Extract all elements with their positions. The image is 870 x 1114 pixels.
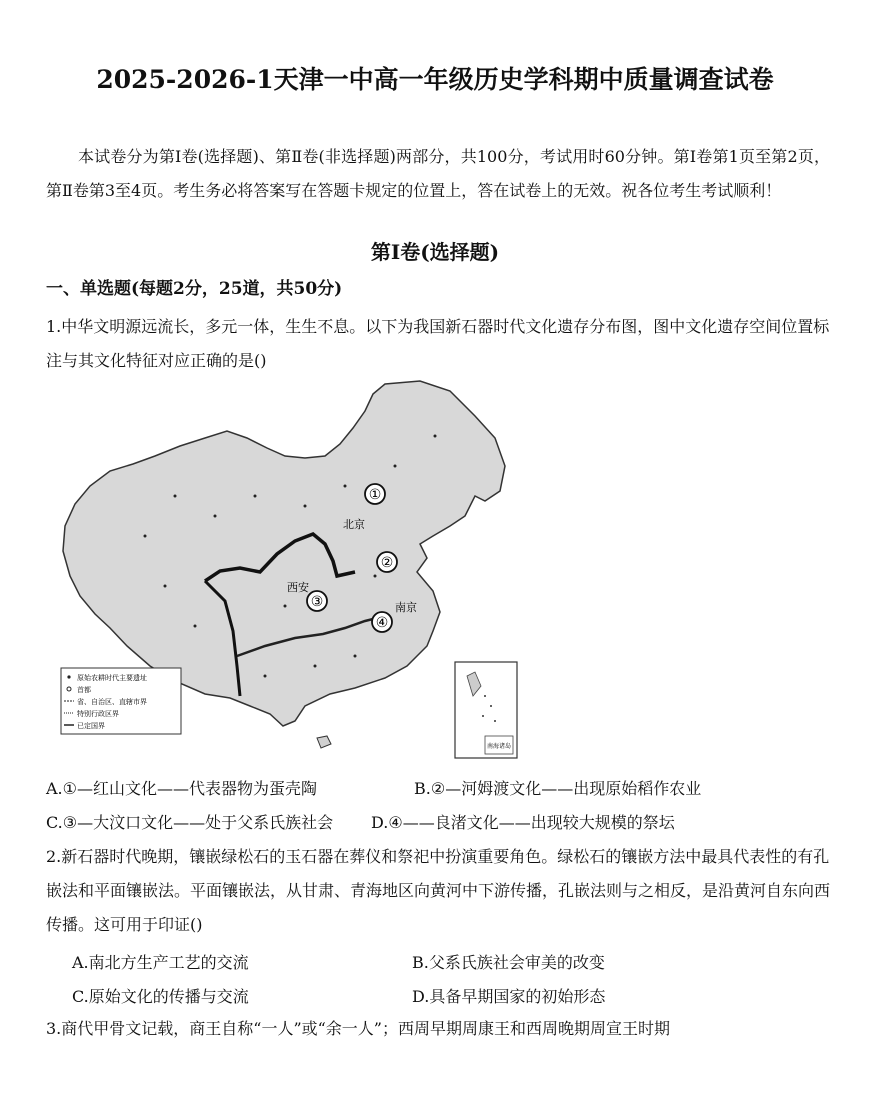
exam-title: 2025-2026-1天津一中高一年级历史学科期中质量调查试卷 bbox=[96, 65, 774, 94]
south-china-sea-inset bbox=[455, 662, 517, 758]
svg-text:③: ③ bbox=[310, 594, 324, 610]
exam-intro: 本试卷分为第Ⅰ卷(选择题)、第Ⅱ卷(非选择题)两部分，共100分，考试用时60分钟。第Ⅰ卷第1页至第2页，第Ⅱ卷第3至4页。考生务必将答案写在答题卡规定的位置上，答在试卷上的无效。祝各位考生考试顺利！ bbox=[46, 147, 830, 200]
question-3-text: 3.商代甲骨文记载，商王自称“一人”或“余一人”；西周早期周康王和西周晚期周宣王时期 bbox=[46, 1019, 670, 1038]
q2-option-b[interactable]: B.父系氏族社会审美的改变 bbox=[412, 953, 605, 972]
svg-text:原始农耕时代主要遗址: 原始农耕时代主要遗址 bbox=[77, 674, 147, 682]
question-2-text: 2.新石器时代晚期，镶嵌绿松石的玉石器在葬仪和祭祀中扮演重要角色。绿松石的镶嵌方法中最具代表性的有孔嵌法和平面镶嵌法。平面镶嵌法，从甘肃、青海地区向黄河中下游传播，孔嵌法则与之相反，是沿黄河自东向西传播。这可用于印证() bbox=[46, 847, 831, 934]
marker-1 bbox=[365, 484, 385, 504]
svg-text:①: ① bbox=[368, 487, 382, 503]
part-heading: 一、单选题(每题2分，25道，共50分) bbox=[46, 279, 343, 299]
section-title: 第Ⅰ卷(选择题) bbox=[370, 240, 500, 264]
svg-text:特别行政区界: 特别行政区界 bbox=[77, 710, 119, 718]
question-1-text: 1.中华文明源远流长，多元一体，生生不息。以下为我国新石器时代文化遗存分布图，图中文化遗存空间位置标注与其文化特征对应正确的是() bbox=[46, 317, 830, 370]
neolithic-sites-map bbox=[55, 376, 525, 766]
q1-option-d[interactable]: D.④——良渚文化——出现较大规模的祭坛 bbox=[371, 813, 675, 832]
q1-option-a[interactable]: A.①—红山文化——代表器物为蛋壳陶 bbox=[46, 779, 317, 798]
label-nanjing: 南京 bbox=[395, 601, 417, 614]
svg-text:首都: 首都 bbox=[77, 686, 91, 694]
q2-option-c[interactable]: C.原始文化的传播与交流 bbox=[72, 987, 249, 1006]
label-beijing: 北京 bbox=[343, 518, 365, 531]
marker-4 bbox=[372, 612, 392, 632]
map-legend bbox=[61, 668, 181, 734]
marker-2 bbox=[377, 552, 397, 572]
q1-option-b[interactable]: B.②—河姆渡文化——出现原始稻作农业 bbox=[414, 779, 702, 798]
svg-text:④: ④ bbox=[375, 615, 389, 631]
marker-3 bbox=[307, 591, 327, 611]
q1-option-c[interactable]: C.③—大汶口文化——处于父系氏族社会 bbox=[46, 813, 334, 832]
hainan-island bbox=[317, 736, 331, 748]
svg-text:南海诸岛: 南海诸岛 bbox=[486, 743, 512, 750]
q2-option-d[interactable]: D.具备早期国家的初始形态 bbox=[412, 987, 606, 1006]
q2-option-a[interactable]: A.南北方生产工艺的交流 bbox=[72, 953, 249, 972]
svg-text:已定国界: 已定国界 bbox=[77, 722, 105, 730]
svg-text:省、自治区、直辖市界: 省、自治区、直辖市界 bbox=[77, 698, 147, 706]
svg-text:②: ② bbox=[380, 555, 394, 571]
label-xian: 西安 bbox=[287, 581, 309, 594]
